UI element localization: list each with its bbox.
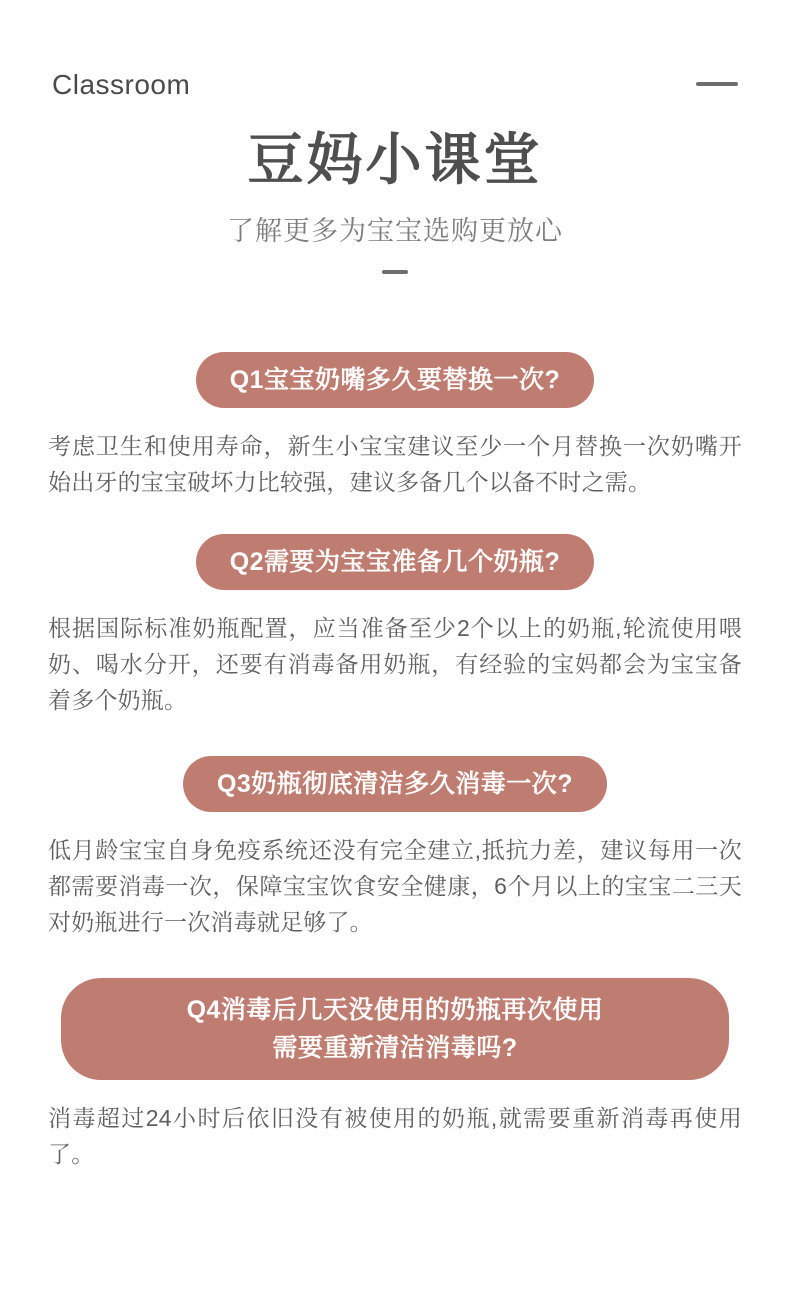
qa-item (46, 978, 744, 1172)
answer-text: 考虑卫生和使用寿命，新生小宝宝建议至少一个月替换一次奶嘴开始出牙的宝宝破坏力比较强，建议多备几个以备不时之需。 (48, 433, 742, 495)
answer-text: 消毒超过24小时后依旧没有被使用的奶瓶,就需要重新消毒再使用了。 (48, 1105, 742, 1167)
qa-item (46, 756, 744, 940)
short-dash-divider-icon (382, 270, 408, 274)
question-pill-wrap (46, 534, 744, 590)
page-subtitle: 了解更多为宝宝选购更放心 (227, 216, 563, 246)
qa-list (46, 352, 744, 1180)
question-pill: Q3奶瓶彻底清洁多久消毒一次? (183, 756, 607, 812)
page-title: 豆妈小课堂 (247, 128, 543, 191)
header (52, 68, 738, 110)
header-label: Classroom (52, 69, 191, 100)
horizontal-dash-icon (696, 82, 738, 86)
answer-text: 根据国际标准奶瓶配置，应当准备至少2个以上的奶瓶,轮流使用喂奶、喝水分开，还要有消毒备用奶瓶，有经验的宝妈都会为宝宝备着多个奶瓶。 (48, 615, 742, 713)
question-pill-wrap (46, 978, 744, 1080)
qa-item (46, 352, 744, 500)
question-pill-wrap (46, 352, 744, 408)
answer-text: 低月龄宝宝自身免疫系统还没有完全建立,抵抗力差，建议每用一次都需要消毒一次，保障宝宝饮食安全健康，6个月以上的宝宝二三天对奶瓶进行一次消毒就足够了。 (48, 837, 742, 935)
qa-item (46, 534, 744, 718)
question-pill: Q4消毒后几天没使用的奶瓶再次使用 需要重新清洁消毒吗? (61, 978, 729, 1080)
question-pill-wrap (46, 756, 744, 812)
question-pill: Q2需要为宝宝准备几个奶瓶? (196, 534, 595, 590)
title-block (0, 128, 790, 274)
question-pill: Q1宝宝奶嘴多久要替换一次? (196, 352, 595, 408)
